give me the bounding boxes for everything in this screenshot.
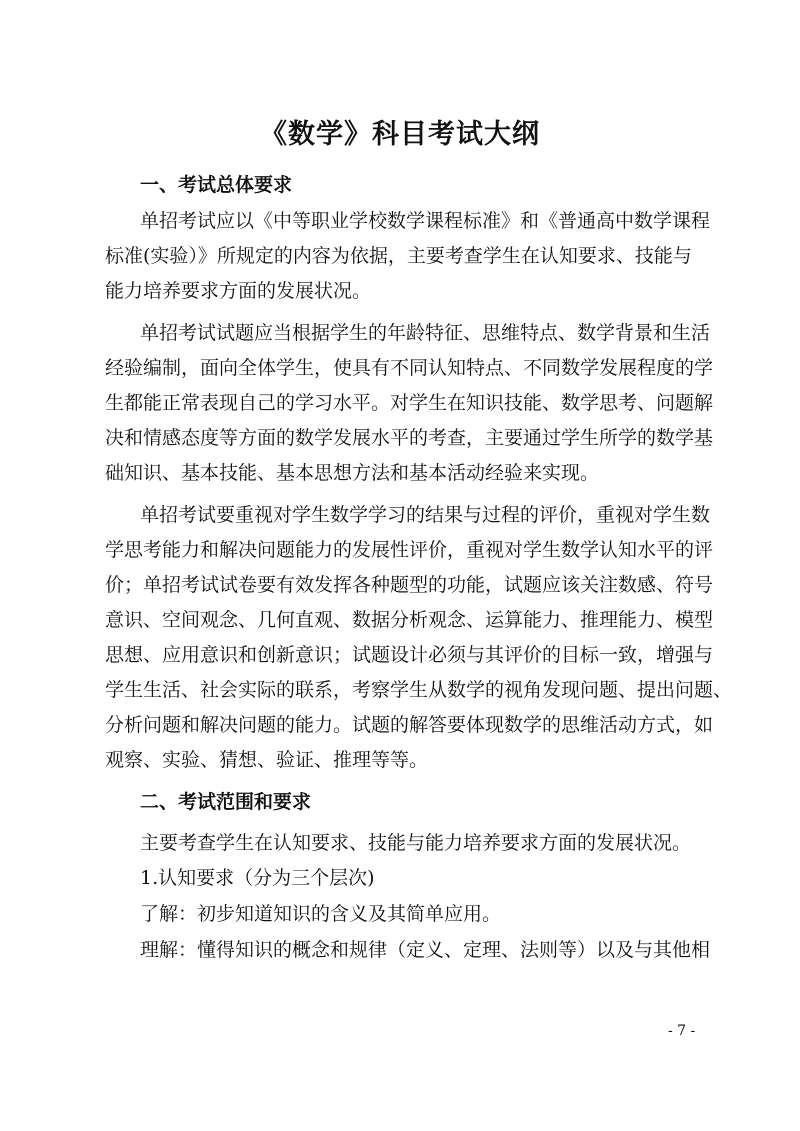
page-number: - 7 - xyxy=(668,1023,696,1039)
paragraph-line: 能力培养要求方面的发展状况。 xyxy=(105,280,372,302)
paragraph-line: 主要考查学生在认知要求、技能与能力培养要求方面的发展状况。 xyxy=(140,832,692,854)
section-heading-1: 一、考试总体要求 xyxy=(140,174,293,196)
paragraph-line: 础知识、基本技能、基本思想方法和基本活动经验来实现。 xyxy=(105,462,600,484)
paragraph-line: 经验编制，面向全体学生，使具有不同认知特点、不同数学发展程度的学 xyxy=(105,357,714,379)
section-heading-2: 二、考试范围和要求 xyxy=(140,791,312,813)
paragraph-line: 标准(实验）》所规定的内容为依据，主要考查学生在认知要求、技能与 xyxy=(105,245,692,267)
paragraph-line: 分析问题和解决问题的能力。试题的解答要体现数学的思维活动方式，如 xyxy=(105,714,714,736)
paragraph-line: 了解：初步知道知识的含义及其简单应用。 xyxy=(140,903,502,925)
paragraph-line: 学思考能力和解决问题能力的发展性评价，重视对学生数学认知水平的评 xyxy=(105,539,714,561)
paragraph-line: 决和情感态度等方面的数学发展水平的考查，主要通过学生所学的数学基 xyxy=(105,427,714,449)
paragraph-line: 价；单招考试试卷要有效发挥各种题型的功能，试题应该关注数感、符号 xyxy=(105,574,714,596)
paragraph-line: 学生生活、社会实际的联系，考察学生从数学的视角发现问题、提出问题、 xyxy=(105,679,733,701)
paragraph-line: 观察、实验、猜想、验证、推理等等。 xyxy=(105,749,429,771)
paragraph-line: 1.认知要求（分为三个层次) xyxy=(140,867,375,889)
paragraph-line: 意识、空间观念、几何直观、数据分析观念、运算能力、推理能力、模型 xyxy=(105,609,714,631)
page-title: 《数学》科目考试大纲 xyxy=(260,119,540,150)
paragraph-line: 单招考试要重视对学生数学学习的结果与过程的评价，重视对学生数 xyxy=(140,504,711,526)
paragraph-line: 思想、应用意识和创新意识；试题设计必须与其评价的目标一致，增强与 xyxy=(105,644,714,666)
paragraph-line: 生都能正常表现自己的学习水平。对学生在知识技能、数学思考、问题解 xyxy=(105,392,714,414)
paragraph-line: 单招考试试题应当根据学生的年龄特征、思维特点、数学背景和生活 xyxy=(140,322,711,344)
paragraph-line: 理解：懂得知识的概念和规律（定义、定理、法则等）以及与其他相 xyxy=(140,939,711,961)
paragraph-line: 单招考试应以《中等职业学校数学课程标准》和《普通高中数学课程 xyxy=(140,210,711,232)
